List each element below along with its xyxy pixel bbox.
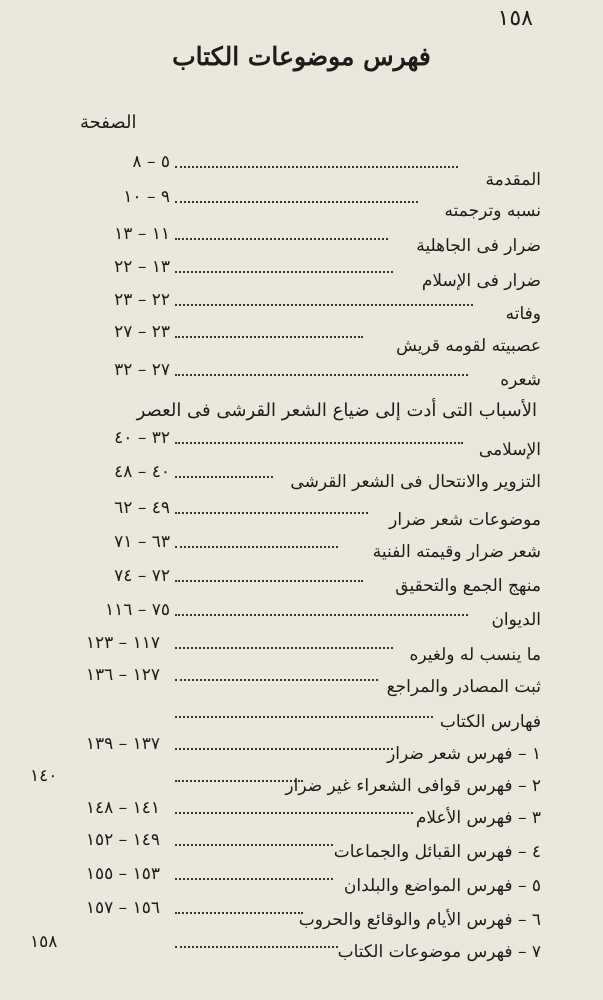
toc-entry-pages: ٤٠ – ٤٨ [114,462,170,482]
toc-entry-title: ٢ – فهرس قوافى الشعراء غير ضرار [285,776,541,796]
toc-entry [0,830,603,862]
dot-leader [175,780,303,782]
toc-entry-title: ما ينسب له ولغيره [409,645,541,665]
toc-entry-title: ٧ – فهرس موضوعات الكتاب [337,942,541,962]
toc-entry [0,498,603,530]
toc-entry-title: شعره [500,370,541,390]
toc-entry-title: نسبه وترجمته [444,201,541,221]
toc-entry [0,257,603,289]
dot-leader [175,442,463,444]
toc-entry-pages: ١٥٨ [30,932,58,952]
toc-entry-pages: ١٤١ – ١٤٨ [85,798,160,818]
dot-leader [175,844,333,846]
toc-entry-pages: ٢٧ – ٣٢ [114,360,170,380]
toc-entry-pages: ٩ – ١٠ [123,187,170,207]
dot-leader [175,271,393,273]
toc-entry [0,152,603,190]
dot-leader [175,812,413,814]
toc-entry-title: عصبيته لقومه قريش [396,336,541,356]
toc-entry-title: ٤ – فهرس القبائل والجماعات [333,842,541,862]
toc-entry-pages: ٧٥ – ١١٦ [105,600,170,620]
toc-entry-pages: ١٣٧ – ١٣٩ [85,734,160,754]
dot-leader [175,912,303,914]
toc-entry [0,566,603,598]
dot-leader [175,476,273,478]
toc-entry-title: التزوير والانتحال فى الشعر القرشى [290,472,541,492]
toc-entry [0,734,603,766]
toc-entry [0,322,603,354]
toc-entry-title: الإسلامى [478,440,541,460]
toc-entry [0,932,603,964]
dot-leader [175,546,338,548]
toc-entry-title: شعر ضرار وقيمته الفنية [372,542,541,562]
dot-leader [175,166,458,168]
toc-entry [0,898,603,930]
toc-entry [0,532,603,564]
dot-leader [175,304,473,306]
dot-leader [175,716,433,718]
dot-leader [175,748,393,750]
toc-entry-pages: ١١٧ – ١٢٣ [85,633,160,653]
toc-entry-title: وفاته [505,304,541,324]
column-header-page: الصفحة [80,112,137,133]
dot-leader [175,512,368,514]
toc-entry-title: الديوان [491,610,541,630]
toc-entry-title: ثبت المصادر والمراجع [386,677,541,697]
toc-entry [0,360,603,392]
toc-entry [0,798,603,830]
toc-entry-pages: ٤٩ – ٦٢ [114,498,170,518]
toc-entry-pages: ٣٢ – ٤٠ [114,428,170,448]
toc-entry [0,766,603,798]
dot-leader [175,238,388,240]
toc-entry-title: المقدمة [485,170,541,190]
toc-entry-pages: ١٥٣ – ١٥٥ [85,864,160,884]
toc-entry [0,187,603,219]
page-title: فهرس موضوعات الكتاب [172,42,431,71]
dot-leader [175,374,468,376]
toc-entry-pages: ٢٣ – ٢٧ [114,322,170,342]
toc-entry [0,224,603,256]
dot-leader [175,946,338,948]
toc-entry-pages: ٧٢ – ٧٤ [114,566,170,586]
toc-entry-title: موضوعات شعر ضرار [389,510,541,530]
toc-section-heading: الأسباب التى أدت إلى ضياع الشعر القرشى فى العصر [136,400,537,421]
dot-leader [175,201,418,203]
toc-entry-title: ضرار فى الإسلام [421,271,541,291]
toc-entry-title: ٣ – فهرس الأعلام [415,808,541,828]
toc-entry-pages: ١٤٩ – ١٥٢ [85,830,160,850]
toc-entry-title: ١ – فهرس شعر ضرار [387,744,541,764]
toc-entry-title: ضرار فى الجاهلية [416,236,541,256]
toc-entry [0,462,603,494]
dot-leader [175,647,393,649]
toc-entry [0,290,603,322]
toc-entry-pages: ١٥٦ – ١٥٧ [85,898,160,918]
dot-leader [175,679,378,681]
dot-leader [175,580,363,582]
toc-entry-title: منهج الجمع والتحقيق [395,576,541,596]
toc-entry-pages: ١٢٧ – ١٣٦ [85,665,160,685]
toc-entry [0,428,603,460]
toc-entry-pages: ١٤٠ [30,766,58,786]
dot-leader [175,878,333,880]
toc-entry-title: ٥ – فهرس المواضع والبلدان [343,876,541,896]
toc-entry-pages: ١٣ – ٢٢ [114,257,170,277]
toc-entry-pages: ٦٣ – ٧١ [114,532,170,552]
toc-entry-pages: ١١ – ١٣ [114,224,170,244]
toc-entry-pages: ٢٢ – ٢٣ [114,290,170,310]
toc-entry [0,600,603,632]
page-number: ١٥٨ [497,6,533,31]
toc-entry [0,633,603,665]
dot-leader [175,336,363,338]
toc-entry [0,665,603,697]
toc-entry [0,864,603,896]
toc-entry-title: ٦ – فهرس الأيام والوقائع والحروب [298,910,541,930]
dot-leader [175,614,468,616]
toc-entry-pages: ٥ – ٨ [132,152,170,172]
toc-entry [0,702,603,734]
toc-entry-title: فهارس الكتاب [439,712,541,732]
